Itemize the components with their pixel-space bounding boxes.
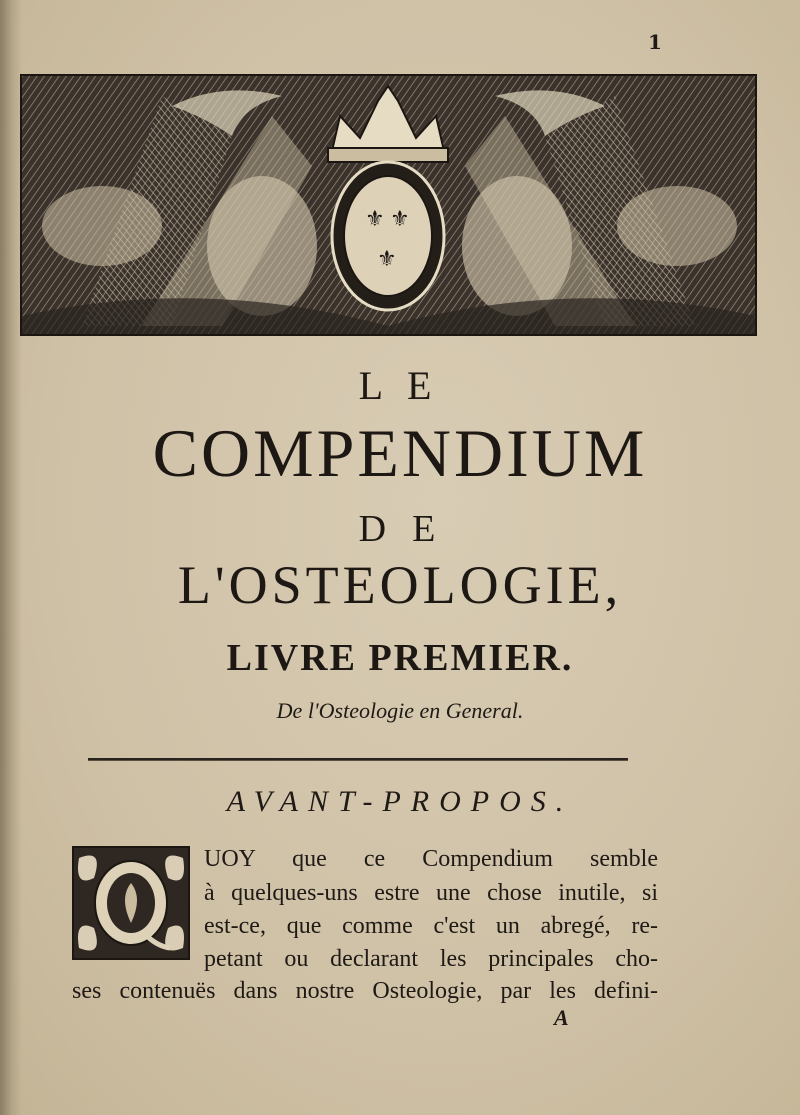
section-heading: AVANT-PROPOS.	[226, 785, 574, 818]
body-line-4: petant ou declarant les principales cho-	[204, 946, 658, 972]
body-line-5: ses contenuës dans nostre Osteologie, par les defini-	[72, 978, 658, 1004]
chapter-subtitle: De l'Osteologie en General.	[276, 698, 524, 723]
title-le: LE	[358, 363, 456, 408]
body-line-2: à quelques-uns estre une chose inutile, si	[204, 880, 658, 906]
body-line-3: est-ce, que comme c'est un abregé, re-	[204, 913, 658, 939]
page-number: 1	[648, 30, 662, 54]
headpiece-crown-icon	[20, 74, 757, 336]
divider-rule	[88, 758, 628, 761]
signature-mark: A	[554, 1005, 569, 1030]
dropcap-foliage-icon	[72, 846, 190, 960]
title-de: DE	[358, 508, 462, 550]
svg-text:⚜: ⚜	[390, 207, 410, 232]
svg-text:⚜: ⚜	[377, 247, 397, 272]
svg-text:⚜: ⚜	[365, 207, 385, 232]
title-compendium: COMPENDIUM	[152, 415, 648, 491]
title-livre-premier: LIVRE PREMIER.	[226, 637, 574, 679]
body-line-1: UOY que ce Compendium semble	[204, 846, 658, 872]
title-osteologie: L'OSTEOLOGIE,	[177, 555, 623, 615]
